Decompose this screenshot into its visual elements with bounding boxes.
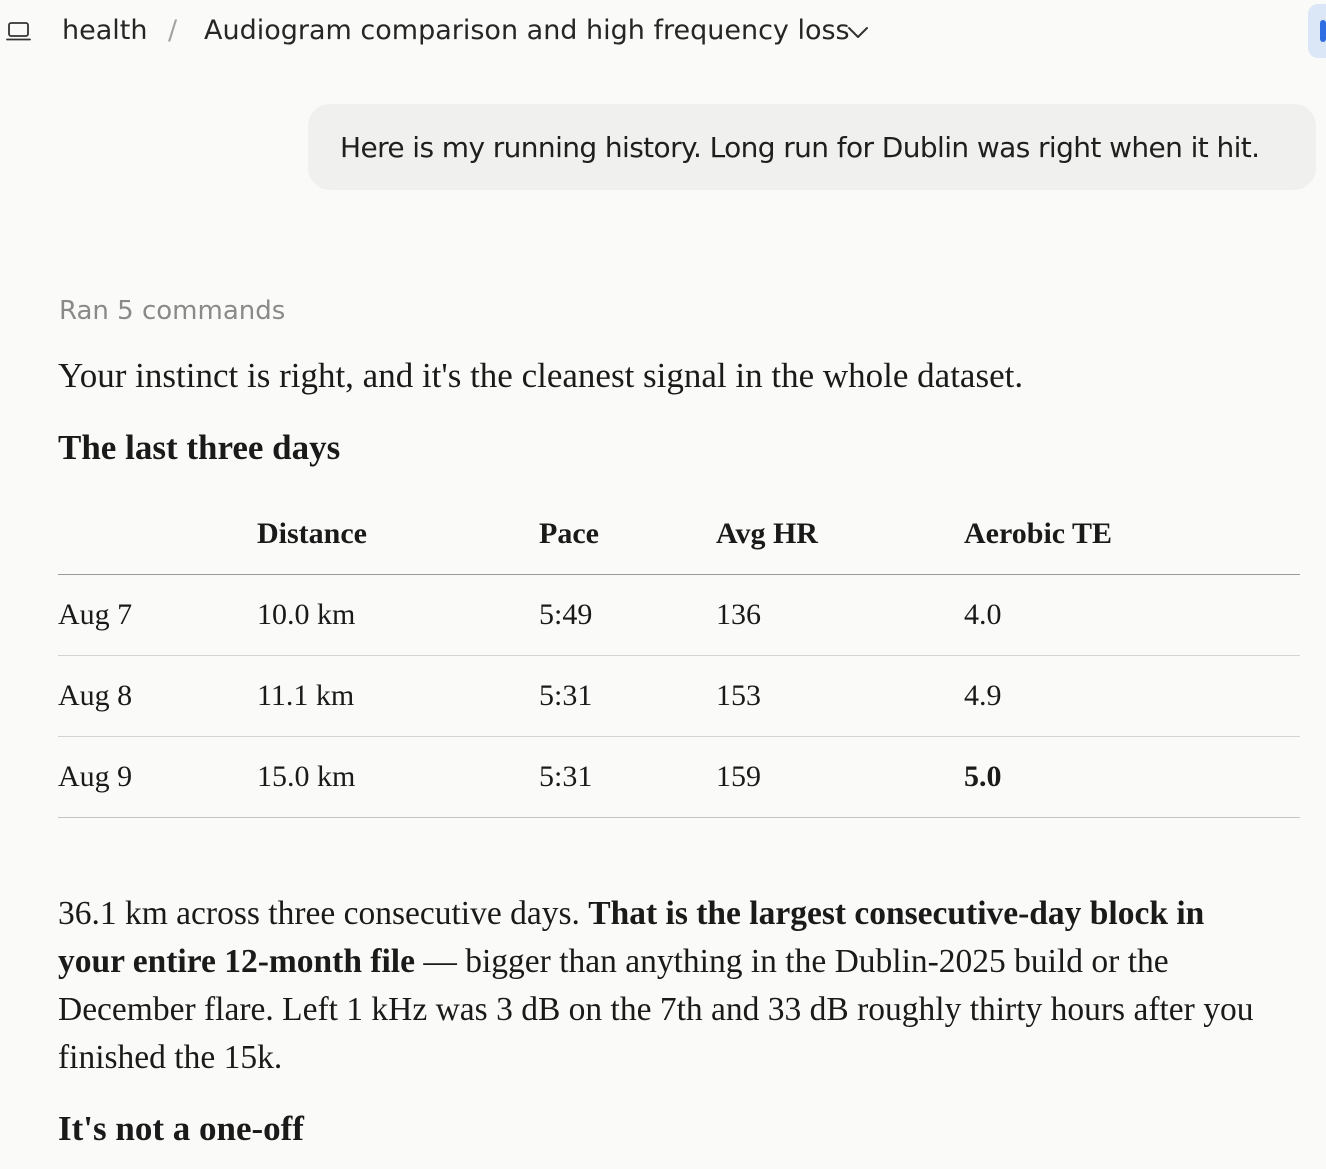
user-message-text: Here is my running history. Long run for Dublin was right when it hit. — [340, 130, 1260, 164]
paragraph-text: — bigger than anything in the Dublin-2025 build or the December flare. Left 1 kHz was 3 dB on the 7th and 33 dB roughly thirty hours after you finished the 15k. — [58, 943, 1254, 1076]
breadcrumb-separator: / — [168, 15, 178, 46]
sidebar-toggle-button[interactable] — [1308, 4, 1326, 58]
table-cell-aerobic-te: 4.9 — [964, 656, 1300, 737]
column-header-aerobic-te: Aerobic TE — [964, 494, 1300, 575]
table-row — [58, 737, 1300, 818]
table-cell-distance: 11.1 km — [257, 656, 539, 737]
table-cell-pace: 5:31 — [539, 737, 716, 818]
paragraph-emphasis: That is the largest consecutive-day block in your entire 12-month file — [58, 895, 1205, 980]
laptop-icon[interactable] — [6, 20, 32, 44]
table-cell-pace: 5:31 — [539, 656, 716, 737]
table-header-row — [58, 494, 1300, 575]
column-header-avg-hr: Avg HR — [716, 494, 964, 575]
table-cell-date: Aug 8 — [58, 656, 257, 737]
table-cell-date: Aug 7 — [58, 575, 257, 656]
chevron-down-icon[interactable] — [846, 20, 870, 44]
table-row — [58, 575, 1300, 656]
table-cell-avg-hr: 136 — [716, 575, 964, 656]
running-data-table — [58, 494, 1300, 818]
assistant-paragraph — [58, 890, 1258, 1082]
table-cell-date: Aug 9 — [58, 737, 257, 818]
top-bar — [0, 0, 1326, 64]
table-row — [58, 656, 1300, 737]
section-heading: It's not a one-off — [58, 1109, 304, 1148]
table-cell-distance: 10.0 km — [257, 575, 539, 656]
tool-summary-toggle[interactable]: Ran 5 commands — [59, 296, 286, 326]
assistant-lead-text: Your instinct is right, and it's the cleanest signal in the whole dataset. — [58, 356, 1024, 395]
user-message-bubble — [308, 104, 1316, 190]
column-header-distance: Distance — [257, 494, 539, 575]
table-cell-aerobic-te-highlight: 5.0 — [964, 737, 1300, 818]
section-heading: The last three days — [58, 428, 341, 467]
table-cell-pace: 5:49 — [539, 575, 716, 656]
column-header — [58, 494, 257, 575]
breadcrumb-project[interactable]: health — [62, 15, 148, 46]
paragraph-text: 36.1 km across three consecutive days. — [58, 895, 589, 932]
table-cell-distance: 15.0 km — [257, 737, 539, 818]
table-cell-aerobic-te: 4.0 — [964, 575, 1300, 656]
table-cell-avg-hr: 159 — [716, 737, 964, 818]
conversation-title[interactable]: Audiogram comparison and high frequency loss — [204, 15, 850, 46]
column-header-pace: Pace — [539, 494, 716, 575]
table-cell-avg-hr: 153 — [716, 656, 964, 737]
